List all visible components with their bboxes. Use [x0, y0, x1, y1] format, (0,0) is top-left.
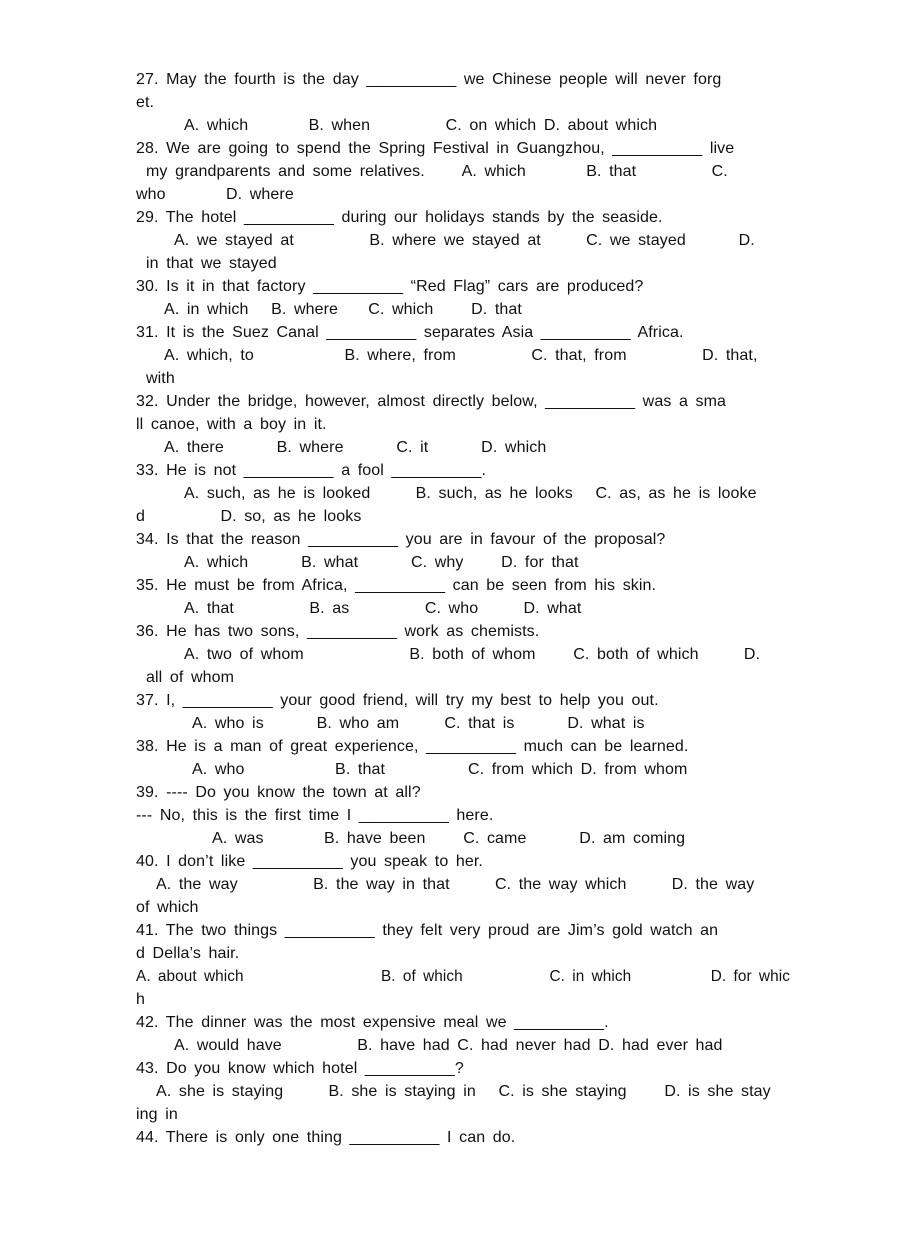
text-line: 38. He is a man of great experience, __________ much can be learned. [136, 738, 689, 755]
text-line: ll canoe, with a boy in it. [136, 416, 327, 433]
text-line: who D. where [136, 186, 294, 203]
answer-options: A. that B. as C. who D. what [184, 600, 582, 617]
text-line: 37. I, __________ your good friend, will try my best to help you out. [136, 692, 659, 709]
answer-options: A. there B. where C. it D. which [164, 439, 547, 456]
answer-options: A. in which B. where C. which D. that [164, 301, 522, 318]
text-line: 36. He has two sons, __________ work as chemists. [136, 623, 540, 640]
text-line: h [136, 991, 145, 1008]
answer-options: A. who B. that C. from which D. from whom [192, 761, 688, 778]
text-line: 43. Do you know which hotel __________? [136, 1060, 464, 1077]
text-line: d Della’s hair. [136, 945, 240, 962]
answer-options: A. she is staying B. she is staying in C. is she staying D. is she stay [156, 1083, 771, 1100]
answer-options: A. we stayed at B. where we stayed at C. we stayed D. [174, 232, 755, 249]
text-line: 44. There is only one thing __________ I can do. [136, 1129, 516, 1146]
answer-options: A. the way B. the way in that C. the way which D. the way [156, 876, 755, 893]
answer-options: A. which, to B. where, from C. that, from D. that, [164, 347, 758, 364]
text-line: 41. The two things __________ they felt very proud are Jim’s gold watch an [136, 922, 719, 939]
text-line: 35. He must be from Africa, __________ can be seen from his skin. [136, 577, 657, 594]
answer-options: A. such, as he is looked B. such, as he looks C. as, as he is looke [184, 485, 757, 502]
text-line: d D. so, as he looks [136, 508, 362, 525]
answer-options: A. about which B. of which C. in which D. for whic [136, 968, 790, 985]
text-line: 28. We are going to spend the Spring Festival in Guangzhou, __________ live [136, 140, 735, 157]
text-line: 30. Is it in that factory __________ “Red Flag” cars are produced? [136, 278, 644, 295]
text-line: et. [136, 94, 155, 111]
text-line: in that we stayed [146, 255, 277, 272]
answer-options: A. who is B. who am C. that is D. what is [192, 715, 645, 732]
answer-options: A. was B. have been C. came D. am coming [212, 830, 686, 847]
text-line: 40. I don’t like __________ you speak to her. [136, 853, 483, 870]
answer-options: A. which B. what C. why D. for that [184, 554, 579, 571]
text-line: --- No, this is the first time I __________ here. [136, 807, 494, 824]
text-line: 31. It is the Suez Canal __________ separates Asia __________ Africa. [136, 324, 684, 341]
text-line: all of whom [146, 669, 235, 686]
answer-options: A. which B. when C. on which D. about which [184, 117, 658, 134]
text-line: 39. ---- Do you know the town at all? [136, 784, 421, 801]
answer-options: A. two of whom B. both of whom C. both of which D. [184, 646, 761, 663]
text-line: ing in [136, 1106, 178, 1123]
text-line: of which [136, 899, 199, 916]
text-line: 34. Is that the reason __________ you are in favour of the proposal? [136, 531, 666, 548]
answer-options: A. would have B. have had C. had never had D. had ever had [174, 1037, 723, 1054]
text-line: 27. May the fourth is the day __________ we Chinese people will never forg [136, 71, 722, 88]
text-line: 29. The hotel __________ during our holidays stands by the seaside. [136, 209, 663, 226]
text-line: 33. He is not __________ a fool __________. [136, 462, 487, 479]
text-line: 32. Under the bridge, however, almost directly below, __________ was a sma [136, 393, 727, 410]
text-line: 42. The dinner was the most expensive meal we __________. [136, 1014, 609, 1031]
text-line: with [146, 370, 175, 387]
text-line: my grandparents and some relatives. A. which B. that C. [146, 163, 728, 180]
